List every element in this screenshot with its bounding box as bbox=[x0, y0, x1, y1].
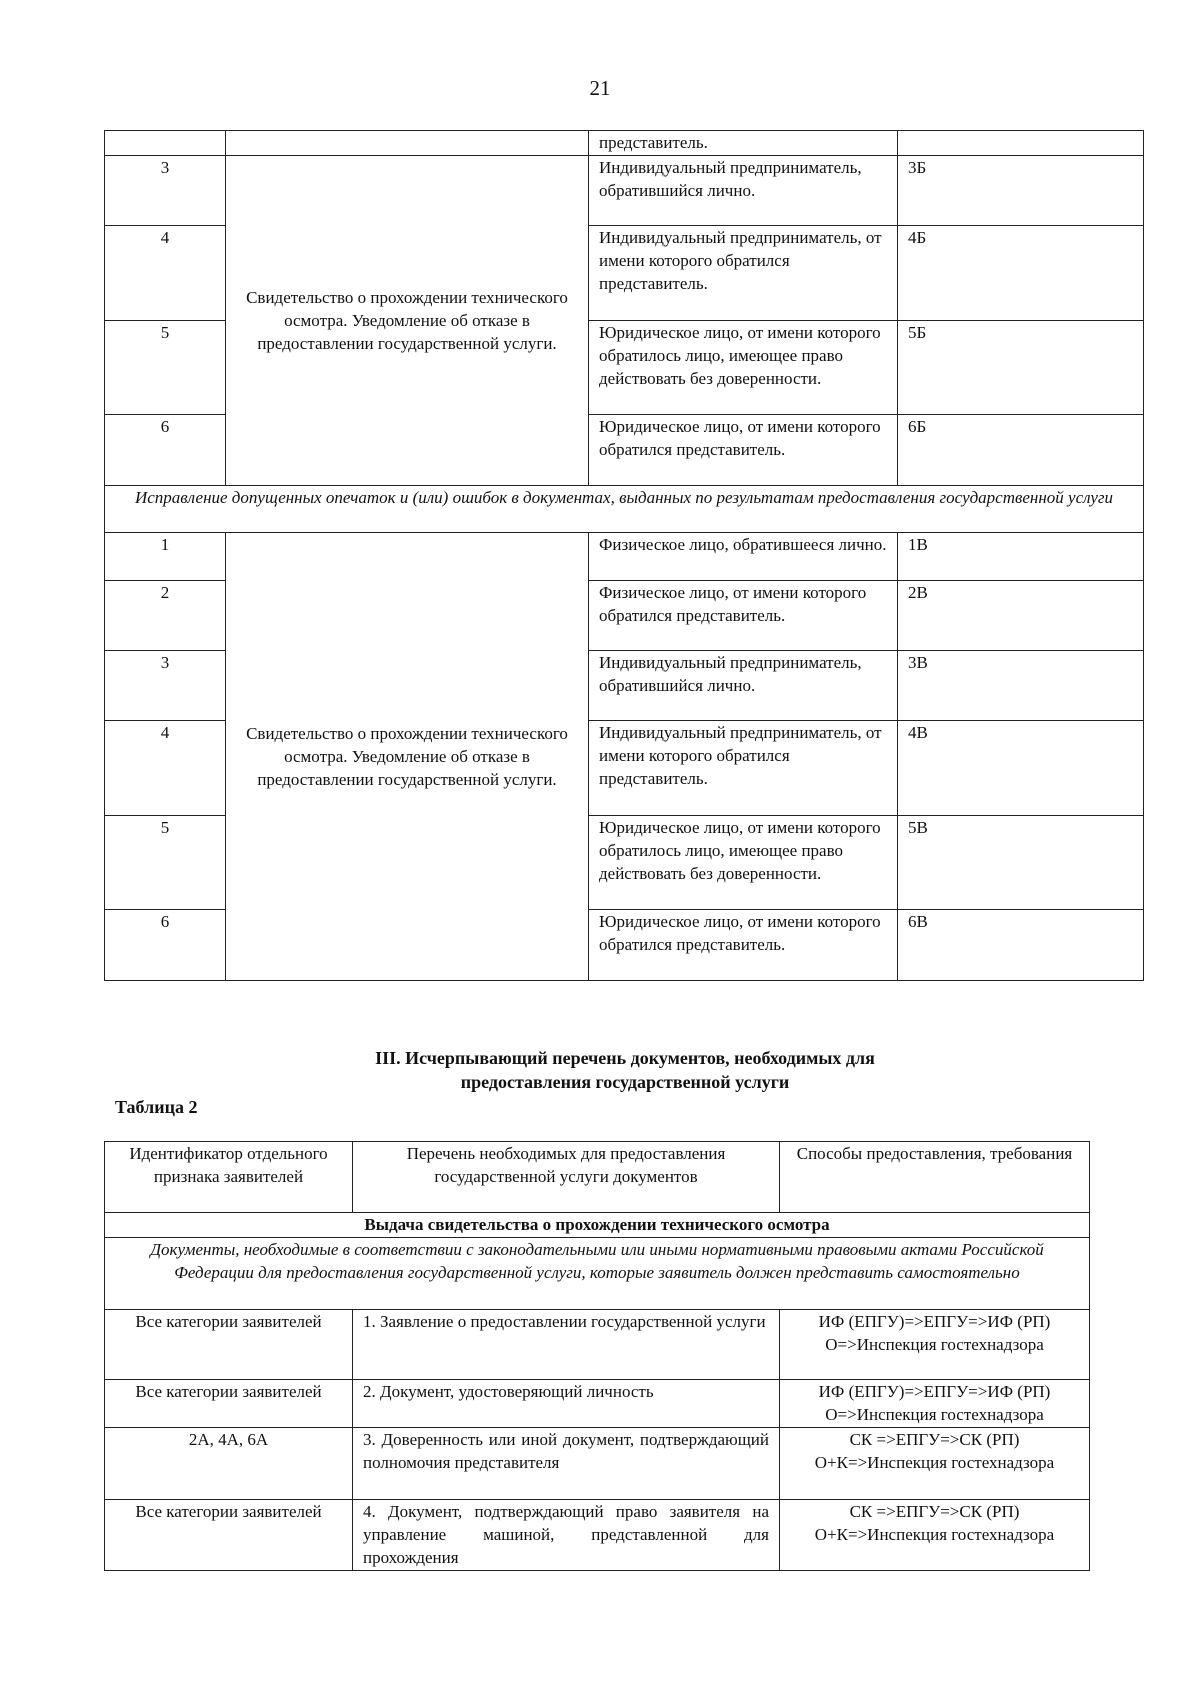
section-heading bbox=[250, 1046, 1000, 1094]
applicant-results-table bbox=[104, 130, 1144, 981]
document-cell bbox=[226, 131, 589, 156]
applicant-cell: Юридическое лицо, от имени которого обратился представитель. bbox=[589, 910, 898, 981]
document-cell: 2. Документ, удостоверяющий личность bbox=[353, 1380, 780, 1428]
documents-table bbox=[104, 1141, 1090, 1571]
table-label: Таблица 2 bbox=[115, 1097, 198, 1117]
table-row bbox=[105, 156, 1144, 226]
method-cell bbox=[780, 1500, 1090, 1571]
column-header-identifier: Идентификатор отдельного признака заявителей bbox=[105, 1142, 353, 1213]
subheader-description: Документы, необходимые в соответствии с законодательными или иными нормативными правовыми актами Российской Федерации для предоставления государственной услуги, которые заявитель должен представить самостоятельно bbox=[105, 1238, 1090, 1310]
identifier-cell: Все категории заявителей bbox=[105, 1380, 353, 1428]
method-line: СК =>ЕПГУ=>СК (РП) bbox=[849, 1430, 1020, 1449]
table-row bbox=[105, 1428, 1090, 1500]
code-cell: 5В bbox=[898, 816, 1144, 910]
number-cell: 4 bbox=[105, 721, 226, 816]
applicant-cell: Юридическое лицо, от имени которого обратился представитель. bbox=[589, 415, 898, 486]
number-cell: 3 bbox=[105, 651, 226, 721]
identifier-cell: Все категории заявителей bbox=[105, 1310, 353, 1380]
number-cell: 4 bbox=[105, 226, 226, 321]
method-line: О+К=>Инспекция гостехнадзора bbox=[814, 1453, 1055, 1472]
section-title: Исправление допущенных опечаток и (или) ошибок в документах, выданных по результатам предоставления государственной услуги bbox=[105, 486, 1144, 533]
number-cell: 6 bbox=[105, 415, 226, 486]
subheader-row bbox=[105, 1238, 1090, 1310]
table-row bbox=[105, 1310, 1090, 1380]
section-heading-line2: предоставления государственной услуги bbox=[460, 1072, 790, 1092]
applicant-cell: представитель. bbox=[589, 131, 898, 156]
table-row bbox=[105, 533, 1144, 581]
method-line: О+К=>Инспекция гостехнадзора bbox=[814, 1525, 1055, 1544]
number-cell: 5 bbox=[105, 321, 226, 415]
number-cell: 1 bbox=[105, 533, 226, 581]
code-cell: 4Б bbox=[898, 226, 1144, 321]
applicant-cell: Юридическое лицо, от имени которого обратилось лицо, имеющее право действовать без доверенности. bbox=[589, 816, 898, 910]
applicant-cell: Физическое лицо, от имени которого обратился представитель. bbox=[589, 581, 898, 651]
method-line: ИФ (ЕПГУ)=>ЕПГУ=>ИФ (РП) bbox=[818, 1382, 1051, 1401]
table-row bbox=[105, 131, 1144, 156]
section-heading-line1: III. Исчерпывающий перечень документов, необходимых для bbox=[375, 1048, 875, 1068]
document-cell: Свидетельство о прохождении технического осмотра. Уведомление об отказе в предоставлении государственной услуги. bbox=[226, 533, 589, 981]
identifier-cell: 2А, 4А, 6А bbox=[105, 1428, 353, 1500]
method-cell bbox=[780, 1310, 1090, 1380]
header-row bbox=[105, 1142, 1090, 1213]
document-cell: 4. Документ, подтверждающий право заявителя на управление машиной, представленной для прохождения bbox=[353, 1500, 780, 1571]
document-cell: 3. Доверенность или иной документ, подтверждающий полномочия представителя bbox=[353, 1428, 780, 1500]
applicant-cell: Юридическое лицо, от имени которого обратилось лицо, имеющее право действовать без доверенности. bbox=[589, 321, 898, 415]
method-line: ИФ (ЕПГУ)=>ЕПГУ=>ИФ (РП) bbox=[818, 1312, 1051, 1331]
code-cell: 6В bbox=[898, 910, 1144, 981]
column-header-documents: Перечень необходимых для предоставления государственной услуги документов bbox=[353, 1142, 780, 1213]
code-cell: 2В bbox=[898, 581, 1144, 651]
number-cell: 6 bbox=[105, 910, 226, 981]
applicant-cell: Физическое лицо, обратившееся лично. bbox=[589, 533, 898, 581]
column-header-methods: Способы предоставления, требования bbox=[780, 1142, 1090, 1213]
subheader-title: Выдача свидетельства о прохождении технического осмотра bbox=[105, 1213, 1090, 1238]
applicant-cell: Индивидуальный предприниматель, обратившийся лично. bbox=[589, 651, 898, 721]
document-cell: Свидетельство о прохождении технического осмотра. Уведомление об отказе в предоставлении государственной услуги. bbox=[226, 156, 589, 486]
identifier-cell: Все категории заявителей bbox=[105, 1500, 353, 1571]
method-cell bbox=[780, 1380, 1090, 1428]
code-cell: 4В bbox=[898, 721, 1144, 816]
number-cell bbox=[105, 131, 226, 156]
section-row bbox=[105, 486, 1144, 533]
code-cell: 3Б bbox=[898, 156, 1144, 226]
number-cell: 5 bbox=[105, 816, 226, 910]
code-cell: 1В bbox=[898, 533, 1144, 581]
table-row bbox=[105, 1380, 1090, 1428]
code-cell bbox=[898, 131, 1144, 156]
number-cell: 2 bbox=[105, 581, 226, 651]
document-cell: 1. Заявление о предоставлении государственной услуги bbox=[353, 1310, 780, 1380]
code-cell: 5Б bbox=[898, 321, 1144, 415]
code-cell: 3В bbox=[898, 651, 1144, 721]
method-line: СК =>ЕПГУ=>СК (РП) bbox=[849, 1502, 1020, 1521]
subheader-row bbox=[105, 1213, 1090, 1238]
code-cell: 6Б bbox=[898, 415, 1144, 486]
table-row bbox=[105, 1500, 1090, 1571]
applicant-cell: Индивидуальный предприниматель, от имени которого обратился представитель. bbox=[589, 721, 898, 816]
method-cell bbox=[780, 1428, 1090, 1500]
page-number: 21 bbox=[589, 76, 611, 100]
method-line: О=>Инспекция гостехнадзора bbox=[825, 1405, 1044, 1424]
number-cell: 3 bbox=[105, 156, 226, 226]
method-line: О=>Инспекция гостехнадзора bbox=[825, 1335, 1044, 1354]
applicant-cell: Индивидуальный предприниматель, от имени которого обратился представитель. bbox=[589, 226, 898, 321]
applicant-cell: Индивидуальный предприниматель, обратившийся лично. bbox=[589, 156, 898, 226]
